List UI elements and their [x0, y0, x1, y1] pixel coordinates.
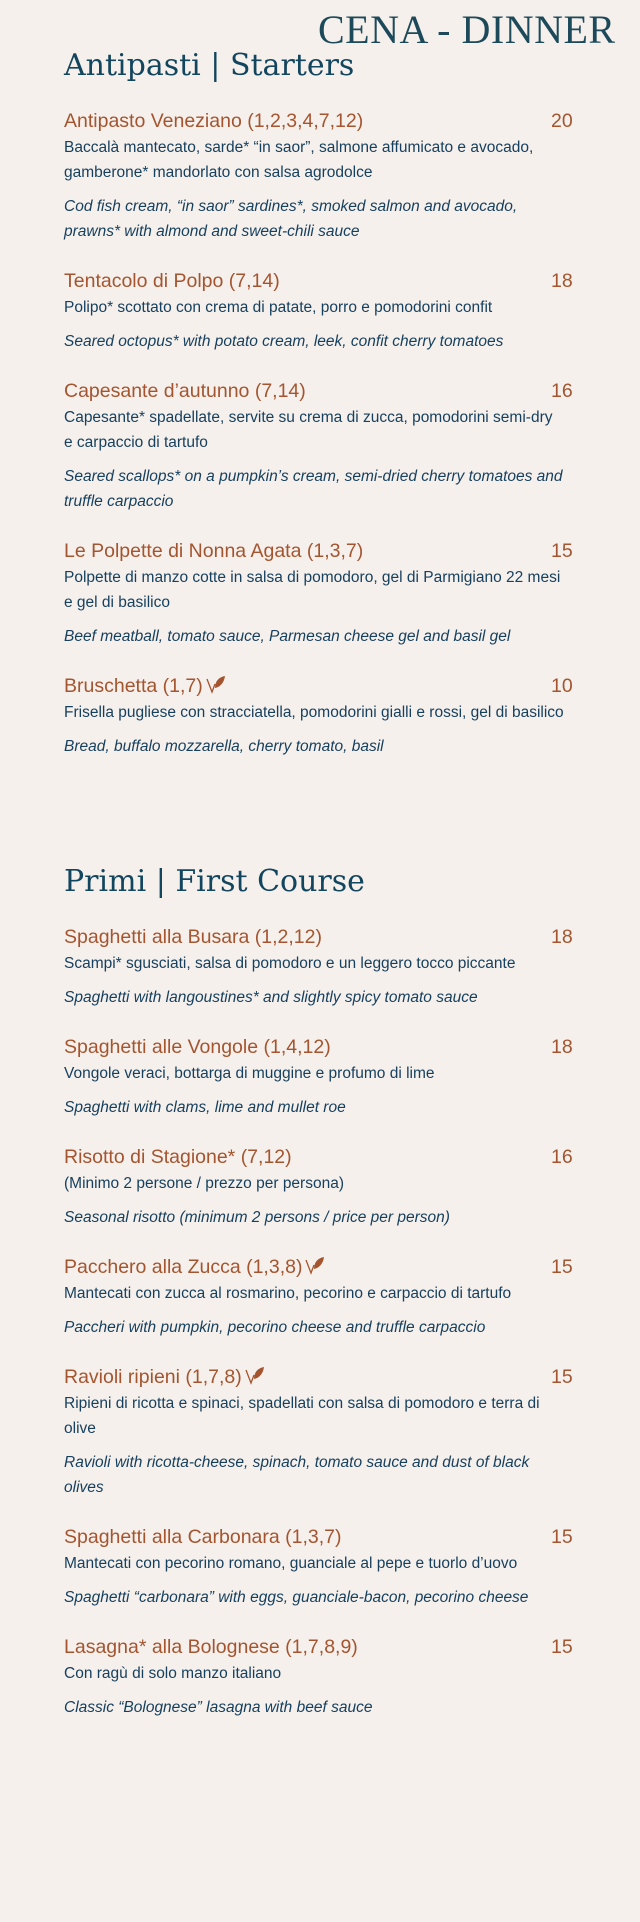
item-description-english: Classic “Bolognese” lasagna with beef sauce	[64, 1699, 373, 1716]
menu-item	[64, 267, 584, 354]
item-name-text: Tentacolo di Polpo (7,14)	[64, 270, 280, 292]
item-description: Vongole veraci, bottarga di muggine e profumo di lime	[64, 1065, 435, 1082]
menu-item	[64, 1633, 584, 1720]
item-price: 18	[551, 926, 573, 948]
vegetarian-leaf-icon	[206, 674, 226, 702]
item-description-english: Seared scallops* on a pumpkin’s cream, semi-dried cherry tomatoes and truffle carpaccio	[64, 468, 563, 510]
vegetarian-leaf-icon	[305, 1255, 325, 1283]
item-name	[64, 923, 584, 951]
item-description: (Minimo 2 persone / prezzo per persona)	[64, 1175, 344, 1192]
item-description: Con ragù di solo manzo italiano	[64, 1665, 282, 1682]
item-description: Ripieni di ricotta e spinaci, spadellati con salsa di pomodoro e terra di olive	[64, 1395, 540, 1437]
item-name	[64, 537, 584, 565]
item-name-text: Pacchero alla Zucca (1,3,8)	[64, 1256, 303, 1278]
item-description: Capesante* spadellate, servite su crema di zucca, pomodorini semi-dry e carpaccio di tartufo	[64, 409, 553, 451]
item-description-english: Bread, buffalo mozzarella, cherry tomato, basil	[64, 738, 384, 755]
item-name	[64, 107, 584, 135]
item-price: 15	[551, 1256, 573, 1278]
item-description-english: Paccheri with pumpkin, pecorino cheese and truffle carpaccio	[64, 1319, 486, 1336]
item-description: Polipo* scottato con crema di patate, porro e pomodorini confit	[64, 299, 493, 316]
item-price: 15	[551, 1366, 573, 1388]
item-name-text: Spaghetti alle Vongole (1,4,12)	[64, 1036, 331, 1058]
vegetarian-leaf-icon	[245, 1365, 265, 1393]
item-name-text: Spaghetti alla Busara (1,2,12)	[64, 926, 322, 948]
item-name	[64, 1143, 584, 1171]
item-price: 15	[551, 540, 573, 562]
item-description-english: Cod fish cream, “in saor” sardines*, smoked salmon and avocado, prawns* with almond and sweet-chili sauce	[64, 198, 518, 240]
item-name-text: Le Polpette di Nonna Agata (1,3,7)	[64, 540, 364, 562]
menu-item	[64, 923, 584, 1010]
item-name-text: Risotto di Stagione* (7,12)	[64, 1146, 292, 1168]
item-description-english: Beef meatball, tomato sauce, Parmesan cheese gel and basil gel	[64, 628, 511, 645]
item-name	[64, 1363, 584, 1391]
item-price: 18	[551, 270, 573, 292]
item-name-text: Lasagna* alla Bolognese (1,7,8,9)	[64, 1636, 358, 1658]
item-description: Mantecati con pecorino romano, guanciale al pepe e tuorlo d’uovo	[64, 1555, 518, 1572]
item-price: 18	[551, 1036, 573, 1058]
item-description-english: Spaghetti “carbonara” with eggs, guanciale-bacon, pecorino cheese	[64, 1589, 529, 1606]
menu-item	[64, 107, 584, 244]
item-description-english: Ravioli with ricotta-cheese, spinach, tomato sauce and dust of black olives	[64, 1454, 530, 1496]
menu-item	[64, 1523, 584, 1610]
item-description-english: Spaghetti with clams, lime and mullet roe	[64, 1099, 346, 1116]
item-name-text: Ravioli ripieni (1,7,8)	[64, 1366, 242, 1388]
menu-item	[64, 1363, 584, 1500]
section-heading: Antipasti | Starters	[64, 48, 355, 83]
section-primi	[64, 857, 584, 1743]
item-description-english: Seasonal risotto (minimum 2 persons / price per person)	[64, 1209, 450, 1226]
item-name	[64, 672, 584, 700]
menu-item	[64, 1143, 584, 1230]
menu-item	[64, 537, 584, 649]
item-name	[64, 1633, 584, 1661]
menu-item	[64, 672, 584, 759]
item-description: Polpette di manzo cotte in salsa di pomodoro, gel di Parmigiano 22 mesi e gel di basilico	[64, 569, 561, 611]
item-description: Frisella pugliese con stracciatella, pomodorini gialli e rossi, gel di basilico	[64, 704, 564, 721]
item-price: 16	[551, 380, 573, 402]
menu-item	[64, 1253, 584, 1340]
item-name-text: Spaghetti alla Carbonara (1,3,7)	[64, 1526, 342, 1548]
menu-item	[64, 1033, 584, 1120]
item-name	[64, 1033, 584, 1061]
item-price: 20	[551, 110, 573, 132]
menu-item	[64, 377, 584, 514]
item-price: 15	[551, 1526, 573, 1548]
item-description: Baccalà mantecato, sarde* “in saor”, salmone affumicato e avocado, gamberone* mandorlato con salsa agrodolce	[64, 139, 534, 181]
item-name-text: Antipasto Veneziano (1,2,3,4,7,12)	[64, 110, 364, 132]
item-description-english: Spaghetti with langoustines* and slightly spicy tomato sauce	[64, 989, 478, 1006]
item-description-english: Seared octopus* with potato cream, leek, confit cherry tomatoes	[64, 333, 504, 350]
item-name	[64, 1523, 584, 1551]
section-antipasti	[64, 41, 584, 782]
item-description: Mantecati con zucca al rosmarino, pecorino e carpaccio di tartufo	[64, 1285, 512, 1302]
menu-title: CENA - DINNER	[318, 7, 616, 52]
section-heading: Primi | First Course	[64, 864, 365, 899]
item-description: Scampi* sgusciati, salsa di pomodoro e un leggero tocco piccante	[64, 955, 516, 972]
item-name	[64, 267, 584, 295]
item-name	[64, 377, 584, 405]
item-name	[64, 1253, 584, 1281]
item-price: 15	[551, 1636, 573, 1658]
item-name-text: Capesante d’autunno (7,14)	[64, 380, 306, 402]
item-price: 10	[551, 675, 573, 697]
item-name-text: Bruschetta (1,7)	[64, 675, 203, 697]
item-price: 16	[551, 1146, 573, 1168]
